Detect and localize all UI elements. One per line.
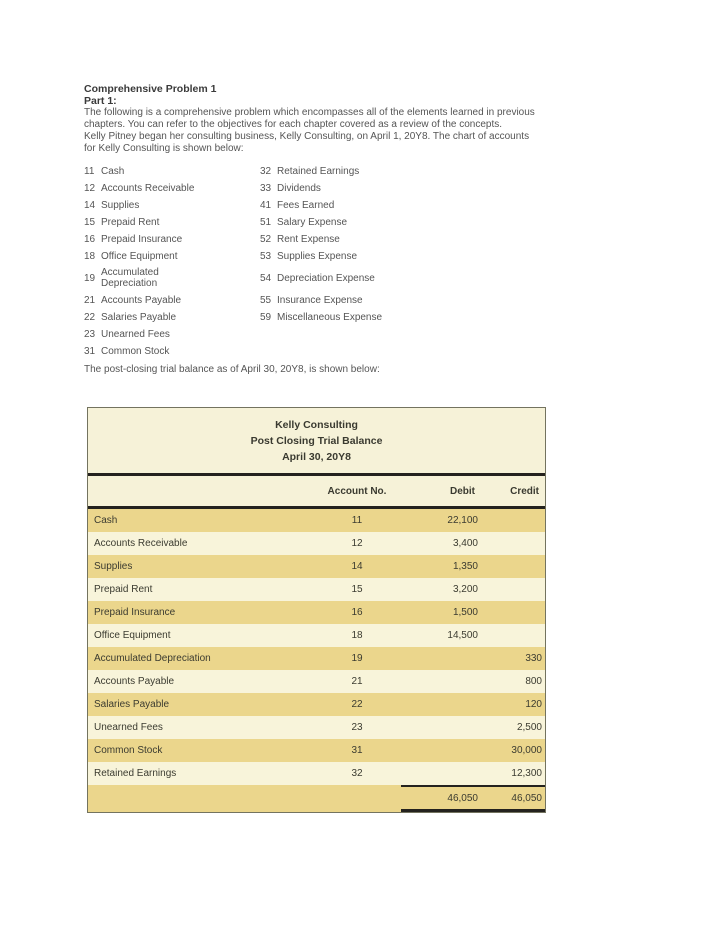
account-name: Salary Expense — [277, 217, 348, 228]
table-row — [88, 670, 545, 693]
chart-of-accounts-row — [84, 343, 720, 360]
intro-line: for Kelly Consulting is shown below: — [84, 143, 244, 154]
account-name: Dividends — [277, 183, 321, 194]
account-number: 54 — [260, 273, 272, 284]
account-number: 11 — [84, 166, 95, 177]
account-entry — [260, 183, 321, 194]
account-number: 32 — [260, 166, 272, 177]
account-number: 19 — [84, 273, 96, 284]
account-name: Salaries Payable — [101, 312, 177, 323]
row-credit: 30,000 — [511, 745, 542, 756]
chart-of-accounts-row — [84, 292, 720, 309]
intro-paragraph — [84, 107, 720, 155]
row-account-name: Supplies — [94, 561, 133, 572]
row-account-no: 18 — [351, 630, 363, 641]
row-debit: 1,500 — [452, 607, 478, 618]
row-account-no: 16 — [351, 607, 363, 618]
account-entry — [260, 251, 357, 262]
account-number: 59 — [260, 312, 272, 323]
table-row — [88, 762, 545, 785]
total-credit: 46,050 — [483, 785, 545, 812]
intro-line: chapters. You can refer to the objectives for each chapter covered as a review of the concepts. — [84, 119, 503, 130]
chart-of-accounts-list — [84, 163, 720, 360]
account-entry — [84, 217, 260, 228]
table-row — [88, 578, 545, 601]
post-closing-intro: The post-closing trial balance as of April 30, 20Y8, is shown below: — [84, 364, 380, 375]
chart-of-accounts-row — [84, 197, 720, 214]
row-account-name: Retained Earnings — [94, 768, 177, 779]
account-entry — [260, 200, 334, 211]
row-account-no: 15 — [351, 584, 363, 595]
row-credit: 800 — [525, 676, 542, 687]
row-debit: 22,100 — [447, 515, 478, 526]
chart-of-accounts-row — [84, 231, 720, 248]
row-account-no: 11 — [351, 515, 363, 526]
row-account-no: 23 — [351, 722, 363, 733]
credit-header: Credit — [510, 485, 539, 497]
part-label: Part 1: — [84, 95, 117, 107]
totals-spacer — [88, 785, 313, 812]
account-entry — [260, 217, 347, 228]
account-name: Prepaid Rent — [101, 217, 160, 228]
account-number: 21 — [84, 295, 96, 306]
row-account-no: 12 — [351, 538, 363, 549]
account-entry — [84, 234, 260, 245]
account-number: 18 — [84, 251, 96, 262]
chart-of-accounts-row — [84, 214, 720, 231]
account-number: 16 — [84, 234, 96, 245]
account-number: 33 — [260, 183, 272, 194]
company-name: Kelly Consulting — [275, 419, 358, 431]
account-number: 51 — [260, 217, 272, 228]
account-entry — [84, 346, 260, 357]
table-row — [88, 716, 545, 739]
account-entry — [260, 234, 340, 245]
account-entry — [84, 329, 260, 340]
account-name: Accounts Payable — [101, 295, 182, 306]
column-header-row — [88, 476, 545, 506]
row-account-name: Common Stock — [94, 745, 163, 756]
account-number: 22 — [84, 312, 96, 323]
account-no-header: Account No. — [327, 485, 387, 497]
account-name: Common Stock — [101, 346, 170, 357]
row-debit: 3,200 — [452, 584, 478, 595]
row-account-name: Office Equipment — [94, 630, 171, 641]
table-row — [88, 555, 545, 578]
total-debit: 46,050 — [401, 785, 483, 812]
account-entry — [84, 183, 260, 194]
account-entry — [84, 200, 260, 211]
account-name: Accounts Receivable — [101, 183, 195, 194]
chart-of-accounts-row — [84, 326, 720, 343]
account-number: 53 — [260, 251, 272, 262]
table-row — [88, 739, 545, 762]
account-name: Supplies — [101, 200, 140, 211]
row-account-name: Accounts Receivable — [94, 538, 188, 549]
row-account-name: Accounts Payable — [94, 676, 175, 687]
row-debit: 14,500 — [447, 630, 478, 641]
chart-of-accounts-row — [84, 309, 720, 326]
account-name: Miscellaneous Expense — [277, 312, 383, 323]
account-number: 55 — [260, 295, 272, 306]
account-name: Depreciation Expense — [277, 273, 375, 284]
row-account-no: 19 — [351, 653, 363, 664]
account-number: 14 — [84, 200, 96, 211]
account-name: Supplies Expense — [277, 251, 358, 262]
account-name: Office Equipment — [101, 251, 178, 262]
chart-of-accounts-row — [84, 265, 720, 292]
trial-balance-titles — [88, 408, 545, 473]
row-account-no: 22 — [351, 699, 363, 710]
account-name: Retained Earnings — [277, 166, 360, 177]
account-number: 41 — [260, 200, 272, 211]
account-entry — [260, 312, 382, 323]
chart-of-accounts-row — [84, 180, 720, 197]
account-name: Prepaid Insurance — [101, 234, 183, 245]
account-number: 12 — [84, 183, 96, 194]
row-debit: 3,400 — [452, 538, 478, 549]
account-name: Fees Earned — [277, 200, 335, 211]
account-name: Unearned Fees — [101, 329, 170, 340]
table-row — [88, 647, 545, 670]
debit-header: Debit — [450, 485, 475, 497]
chart-of-accounts-row — [84, 163, 720, 180]
row-account-name: Unearned Fees — [94, 722, 163, 733]
account-number: 31 — [84, 346, 96, 357]
account-number: 52 — [260, 234, 272, 245]
account-name: Rent Expense — [277, 234, 340, 245]
row-account-name: Salaries Payable — [94, 699, 170, 710]
account-name: Cash — [101, 166, 125, 177]
row-credit: 330 — [525, 653, 542, 664]
trial-balance-table — [87, 407, 546, 813]
row-account-no: 14 — [351, 561, 363, 572]
account-entry — [260, 166, 359, 177]
account-entry — [84, 268, 260, 289]
table-row — [88, 509, 545, 532]
row-credit: 12,300 — [511, 768, 542, 779]
table-row — [88, 601, 545, 624]
account-number: 23 — [84, 329, 96, 340]
row-account-no: 31 — [351, 745, 363, 756]
totals-spacer — [313, 785, 401, 812]
account-entry — [260, 295, 363, 306]
account-entry — [84, 166, 260, 177]
table-row — [88, 693, 545, 716]
row-account-name: Prepaid Rent — [94, 584, 153, 595]
intro-line: Kelly Pitney began her consulting business, Kelly Consulting, on April 1, 20Y8. The chart of accounts — [84, 131, 530, 142]
account-name: Insurance Expense — [277, 295, 363, 306]
account-entry — [84, 295, 260, 306]
account-entry — [260, 273, 375, 284]
row-credit: 120 — [525, 699, 542, 710]
chart-of-accounts-row — [84, 248, 720, 265]
account-name: Accumulated Depreciation — [101, 267, 159, 289]
row-account-name: Prepaid Insurance — [94, 607, 176, 618]
row-account-no: 32 — [351, 768, 363, 779]
account-entry — [84, 312, 260, 323]
document-title: Comprehensive Problem 1 — [84, 83, 217, 95]
row-account-name: Accumulated Depreciation — [94, 653, 211, 664]
account-number: 15 — [84, 217, 96, 228]
table-row — [88, 532, 545, 555]
intro-line: The following is a comprehensive problem which encompasses all of the elements learned in previous — [84, 107, 535, 118]
totals-row — [88, 785, 545, 812]
statement-date: April 30, 20Y8 — [282, 451, 351, 463]
row-account-no: 21 — [351, 676, 363, 687]
statement-title: Post Closing Trial Balance — [250, 435, 383, 447]
row-account-name: Cash — [94, 515, 118, 526]
row-debit: 1,350 — [452, 561, 478, 572]
table-row — [88, 624, 545, 647]
account-entry — [84, 251, 260, 262]
row-credit: 2,500 — [516, 722, 542, 733]
